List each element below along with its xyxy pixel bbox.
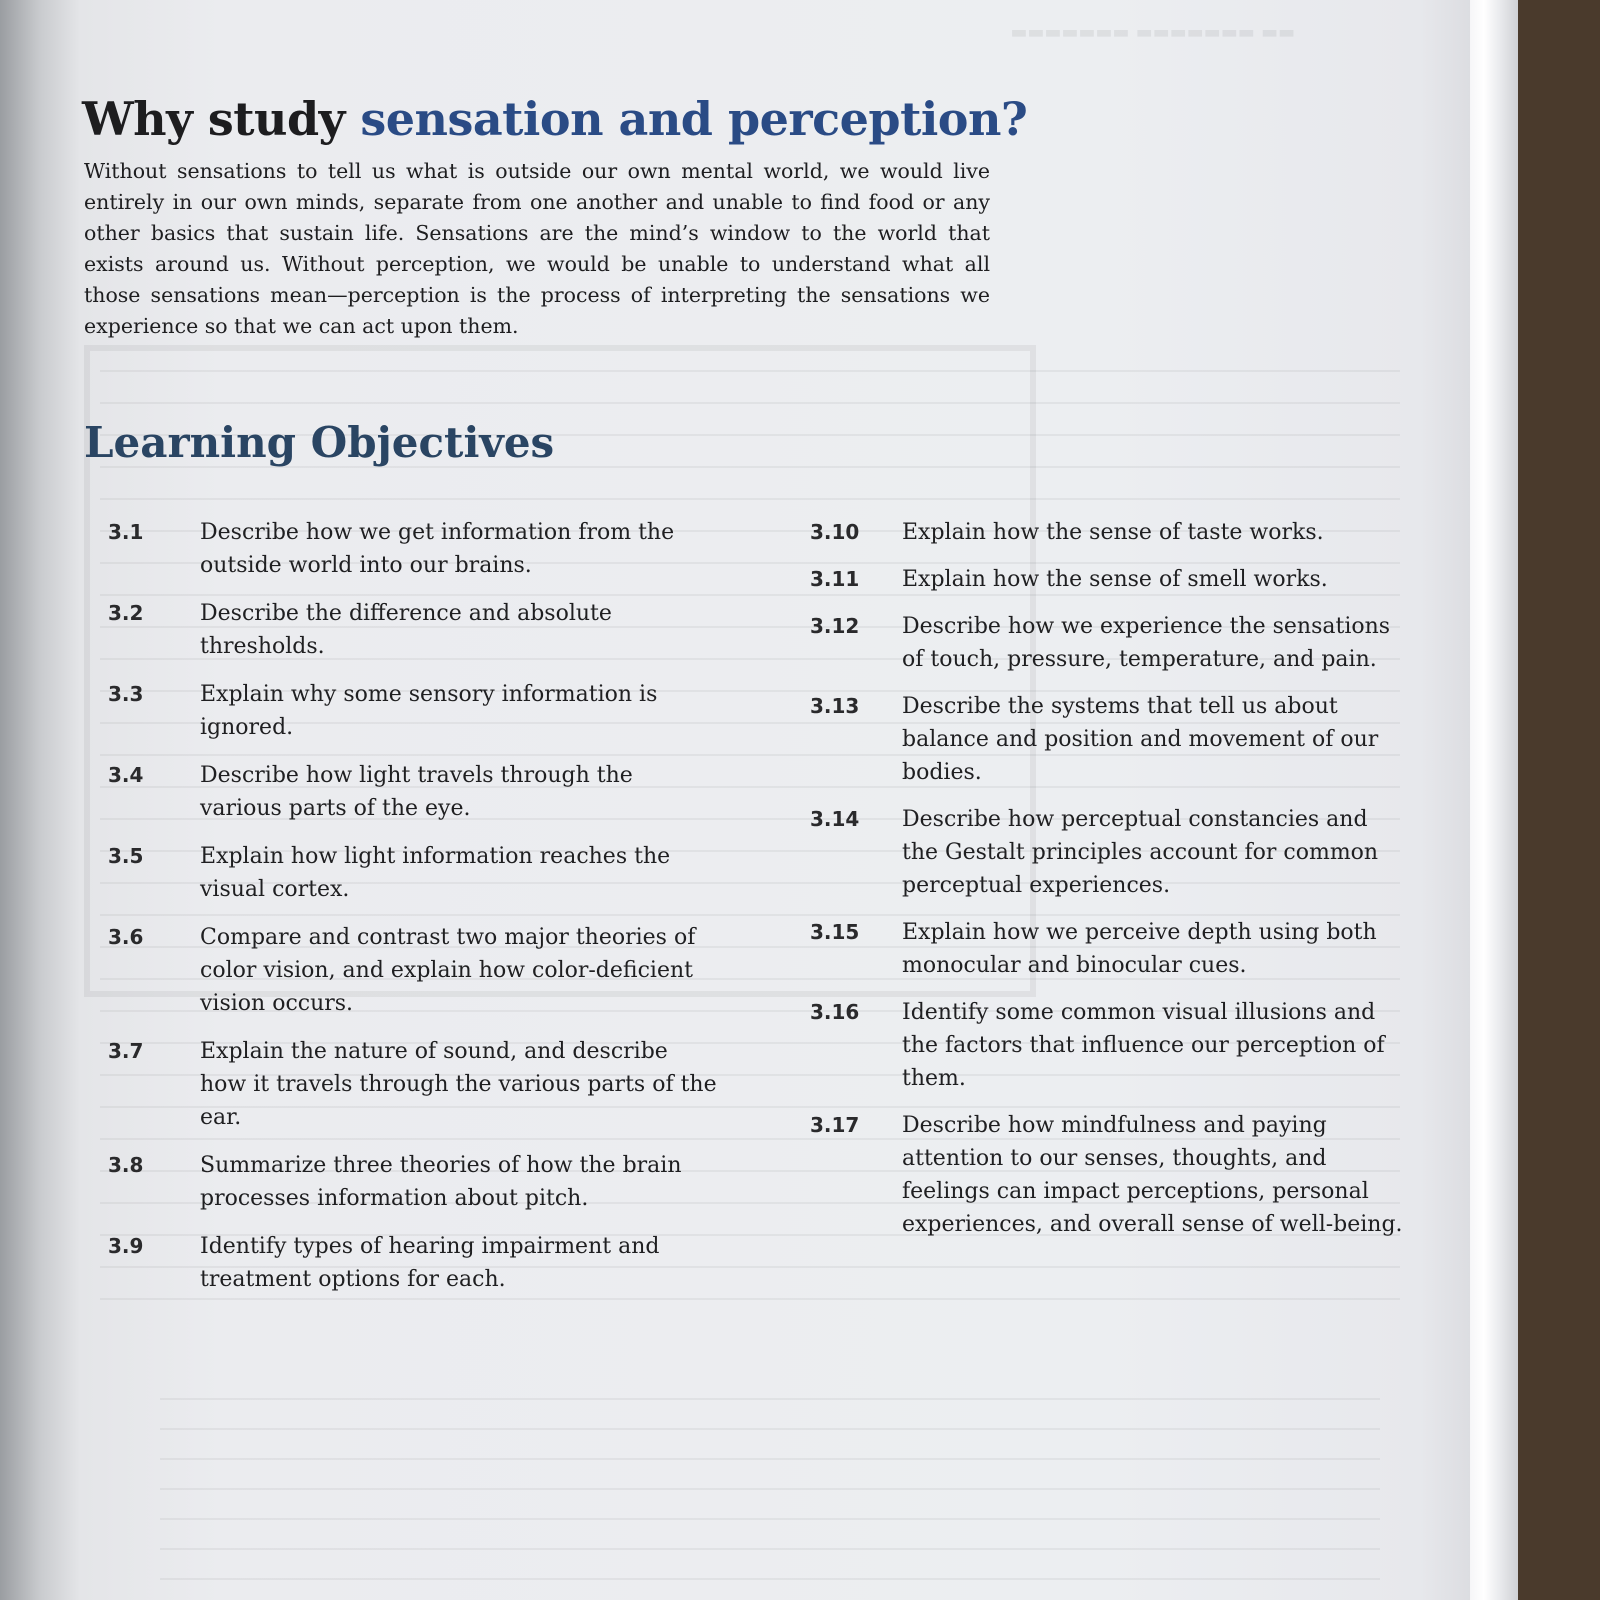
- objective-text: Describe the systems that tell us about balance and position and movement of our bodies.: [902, 694, 1379, 785]
- objective-text: Identify some common visual illusions and the factors that influence our perception of them.: [902, 1000, 1385, 1091]
- objective-text: Explain how the sense of taste works.: [902, 520, 1324, 545]
- objective-item: [108, 516, 718, 582]
- objective-item: [108, 597, 718, 663]
- page-heading: [82, 92, 1027, 146]
- objective-text: Explain how the sense of smell works.: [902, 567, 1328, 592]
- objective-item: [810, 563, 1410, 596]
- objective-item: [108, 678, 718, 744]
- objective-number: 3.14: [810, 807, 860, 831]
- objective-item: [810, 610, 1410, 676]
- objective-item: [810, 1109, 1410, 1241]
- objective-text: Summarize three theories of how the brain processes information about pitch.: [200, 1153, 682, 1211]
- learning-objectives-title: Learning Objectives: [84, 418, 555, 467]
- objective-text: Describe how perceptual constancies and the Gestalt principles account for common perceptual experiences.: [902, 807, 1379, 898]
- objective-number: 3.7: [108, 1039, 144, 1063]
- objective-number: 3.12: [810, 614, 860, 638]
- objective-text: Describe how light travels through the various parts of the eye.: [200, 763, 633, 821]
- objective-item: [108, 1230, 718, 1296]
- objective-number: 3.6: [108, 925, 144, 949]
- objective-text: Explain the nature of sound, and describe how it travels through the various parts of the ear.: [200, 1039, 717, 1130]
- objective-number: 3.13: [810, 694, 860, 718]
- objective-number: 3.2: [108, 601, 144, 625]
- objective-item: [108, 1149, 718, 1215]
- objective-number: 3.3: [108, 682, 144, 706]
- objective-text: Describe how mindfulness and paying attention to our senses, thoughts, and feelings can impact perceptions, personal experiences, and overall sense of well-being.: [902, 1113, 1403, 1237]
- page-edge-decoration: [1470, 0, 1518, 1600]
- objective-item: [810, 690, 1410, 789]
- objective-item: [810, 996, 1410, 1095]
- objective-number: 3.5: [108, 844, 144, 868]
- objective-item: [108, 759, 718, 825]
- objective-text: Explain how we perceive depth using both monocular and binocular cues.: [902, 920, 1377, 978]
- objective-text: Explain how light information reaches the visual cortex.: [200, 844, 671, 902]
- objective-number: 3.11: [810, 567, 860, 591]
- objective-number: 3.15: [810, 920, 860, 944]
- objective-number: 3.9: [108, 1234, 144, 1258]
- show-through-lower-decoration: [160, 1380, 1380, 1580]
- objective-item: [108, 1035, 718, 1134]
- objective-item: [810, 916, 1410, 982]
- objective-text: Describe how we experience the sensations of touch, pressure, temperature, and pain.: [902, 614, 1391, 672]
- objective-number: 3.10: [810, 520, 860, 544]
- objective-number: 3.17: [810, 1113, 860, 1137]
- objectives-left-column: [108, 516, 718, 1311]
- heading-accent: sensation and perception?: [360, 92, 1028, 146]
- objective-text: Compare and contrast two major theories of color vision, and explain how color-deficient vision occurs.: [200, 925, 696, 1016]
- objective-number: 3.8: [108, 1153, 144, 1177]
- heading-prefix: Why study: [82, 92, 361, 146]
- intro-paragraph: Without sensations to tell us what is outside our own mental world, we would live entirely in our own minds, separate from one another and unable to find food or any other basics that sustain life. Sensations are the mind’s window to the world that exists around us. Without perception, we would be unable to understand what all those sensations mean—perception is the process of interpreting the sensations we experience so that we can act upon them.: [84, 159, 990, 338]
- objective-text: Explain why some sensory information is ignored.: [200, 682, 658, 740]
- objective-item: [810, 803, 1410, 902]
- show-through-header-decoration: ▬▬▬▬▬▬▬ ▬▬▬▬▬▬▬ ▬▬: [1010, 22, 1295, 43]
- objective-item: [108, 921, 718, 1020]
- objective-number: 3.1: [108, 520, 144, 544]
- objective-text: Describe the difference and absolute thresholds.: [200, 601, 612, 659]
- objective-text: Identify types of hearing impairment and treatment options for each.: [200, 1234, 660, 1292]
- objectives-right-column: [810, 516, 1410, 1255]
- objective-item: [810, 516, 1410, 549]
- objective-number: 3.4: [108, 763, 144, 787]
- objective-number: 3.16: [810, 1000, 860, 1024]
- objective-text: Describe how we get information from the outside world into our brains.: [200, 520, 675, 578]
- objective-item: [108, 840, 718, 906]
